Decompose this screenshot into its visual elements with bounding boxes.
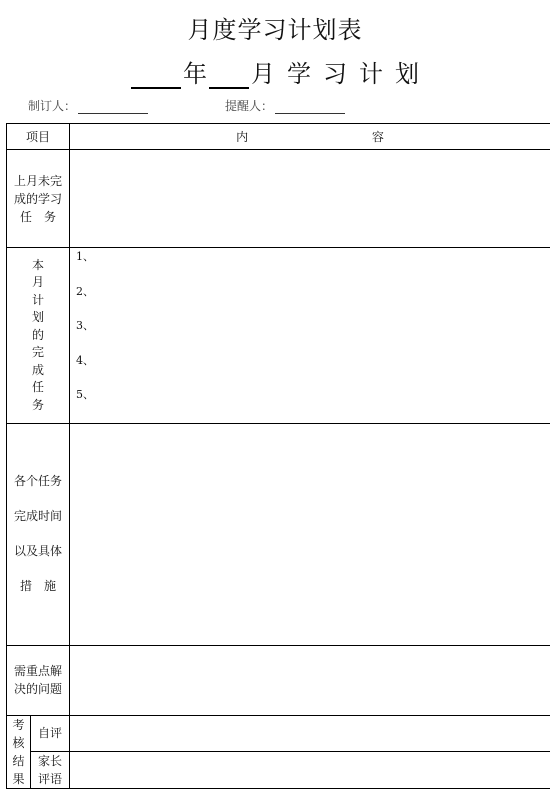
row-time-measures [7, 423, 550, 645]
unfinished-content[interactable] [70, 150, 550, 248]
monthly-plan-content[interactable] [70, 248, 550, 424]
year-label: 年 [183, 60, 207, 88]
monthly-plan-label: 本 月 计 划 的 完 成 任 务 [7, 248, 70, 424]
planner-input[interactable] [78, 101, 148, 114]
list-item[interactable]: 2、 [76, 284, 95, 298]
plan-char: 习 [323, 60, 347, 88]
header-content-2: 容 [371, 130, 384, 144]
key-problems-label: 需重点解 决的问题 [7, 645, 70, 715]
row-unfinished [7, 150, 550, 248]
planner-label: 制订人： [28, 99, 77, 113]
row-parent-comment [7, 751, 550, 788]
row-key-problems [7, 645, 550, 715]
reminder-input[interactable] [275, 101, 345, 114]
time-measures-label: 各个任务 完成时间 以及具体 措 施 [7, 423, 70, 645]
month-blank[interactable] [209, 63, 249, 89]
time-measures-content[interactable] [70, 423, 550, 645]
list-item[interactable]: 1、 [76, 250, 95, 263]
plan-char: 计 [359, 60, 383, 88]
list-item[interactable]: 5、 [76, 388, 95, 401]
parent-comment-content[interactable] [70, 751, 550, 788]
monthly-items-list [70, 250, 550, 423]
header-content [70, 124, 550, 150]
month-label: 月 [251, 60, 275, 88]
self-eval-label: 自评 [31, 715, 70, 751]
plan-char: 划 [395, 60, 419, 88]
row-monthly-plan [7, 248, 550, 424]
plan-table [6, 123, 550, 789]
year-blank[interactable] [131, 63, 181, 89]
header-item: 项目 [7, 124, 70, 150]
subtitle [0, 54, 550, 89]
parent-comment-label: 家长 评语 [31, 751, 70, 788]
header-content-1: 内 [236, 130, 249, 144]
plan-char: 学 [287, 60, 311, 88]
unfinished-label: 上月未完 成的学习 任 务 [7, 150, 70, 248]
row-self-eval [7, 715, 550, 751]
planner-field [28, 97, 148, 114]
key-problems-content[interactable] [70, 645, 550, 715]
reminder-label: 提醒人： [225, 99, 274, 113]
list-item[interactable]: 3、 [76, 319, 95, 332]
assessment-label: 考 核 结 果 [7, 715, 31, 788]
reminder-field [225, 97, 345, 114]
self-eval-content[interactable] [70, 715, 550, 751]
list-item[interactable]: 4、 [76, 353, 95, 367]
page-title: 月度学习计划表 [187, 16, 363, 44]
header-row [7, 124, 550, 150]
